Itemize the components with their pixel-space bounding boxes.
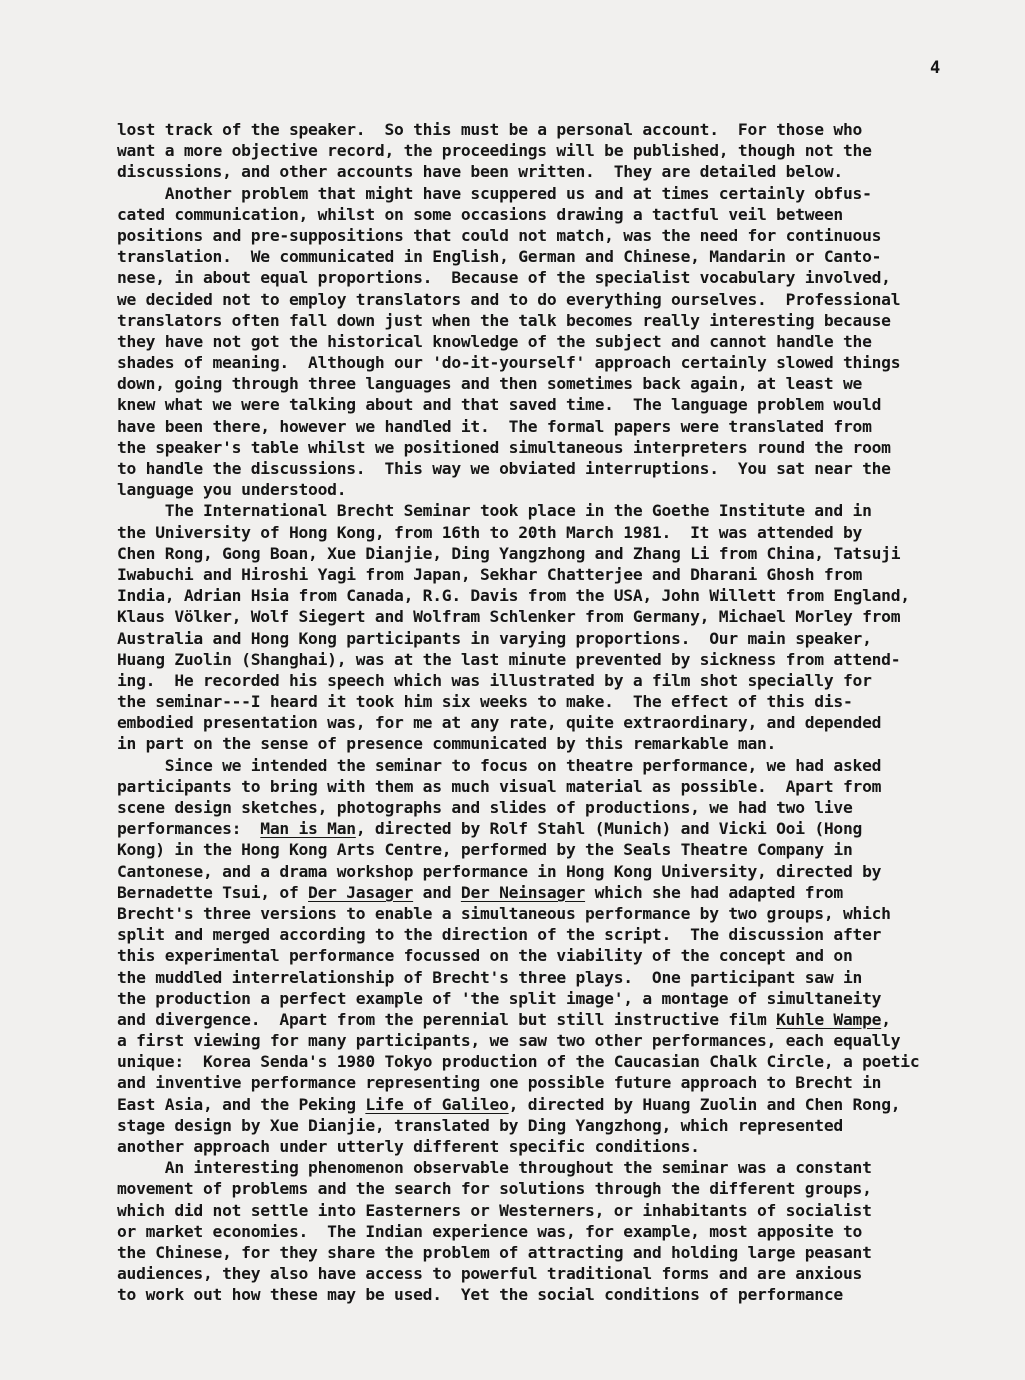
text-line [117, 373, 1012, 394]
text-segment: movement of problems and the search for solutions through the different groups, [117, 1179, 872, 1199]
text-line [117, 1009, 1012, 1030]
text-segment: participants to bring with them as much visual material as possible. Apart from [117, 776, 882, 796]
text-segment: positions and pre-suppositions that could not match, was the need for continuous [117, 225, 882, 245]
text-segment: have been there, however we handled it. The formal papers were translated from [117, 416, 872, 436]
text-segment: and [413, 882, 461, 902]
text-segment: scene design sketches, photographs and slides of productions, we had two live [117, 798, 853, 817]
text-line [117, 183, 1012, 204]
text-line [117, 1242, 1012, 1263]
text-segment: performances: [117, 819, 261, 839]
text-line [117, 733, 1012, 754]
text-line [117, 839, 1012, 860]
text-segment: Bernadette Tsui, of [117, 882, 309, 902]
text-segment: to handle the discussions. This way we obviated interruptions. You sat near the [117, 459, 891, 478]
text-segment: which did not settle into Easterners or Westerners, or inhabitants of socialist [117, 1200, 872, 1220]
text-line [117, 1178, 1012, 1199]
text-segment: unique: Korea Senda's 1980 Tokyo production of the Caucasian Chalk Circle, a poetic [117, 1052, 920, 1072]
text-line [117, 352, 1012, 373]
text-line [117, 1284, 1012, 1305]
text-segment: they have not got the historical knowledge of the subject and cannot handle the [117, 331, 872, 351]
text-line [117, 712, 1012, 733]
text-segment: audiences, they also have access to powerful traditional forms and are anxious [117, 1264, 863, 1284]
text-line [117, 289, 1012, 310]
text-segment: Another problem that might have scuppered us and at times certainly obfus- [117, 183, 872, 203]
text-segment: Huang Zuolin (Shanghai), was at the last minute prevented by sickness from attend- [117, 649, 901, 669]
text-segment: Cantonese, and a drama workshop performance in Hong Kong University, directed by [117, 861, 882, 881]
text-segment: which she had adapted from [585, 882, 843, 902]
text-segment: Klaus Völker, Wolf Siegert and Wolfram Schlenker from Germany, Michael Morley from [117, 607, 901, 627]
text-line [117, 1094, 1012, 1115]
text-line [117, 331, 1012, 352]
text-line [117, 1200, 1012, 1221]
text-segment: Since we intended the seminar to focus on theatre performance, we had asked [117, 755, 882, 775]
text-segment: knew what we were talking about and that saved time. The language problem would [117, 395, 882, 415]
text-segment: Iwabuchi and Hiroshi Yagi from Japan, Sekhar Chatterjee and Dharani Ghosh from [117, 564, 863, 584]
text-segment: the Chinese, for they share the problem of attracting and holding large peasant [117, 1242, 872, 1262]
underlined-title: Man is Man [260, 819, 356, 839]
text-line [117, 755, 1012, 776]
text-line [117, 564, 1012, 585]
text-segment: embodied presentation was, for me at any rate, quite extraordinary, and depended [117, 713, 882, 733]
text-line [117, 500, 1012, 521]
text-segment: in part on the sense of presence communicated by this remarkable man. [117, 734, 777, 754]
text-segment: , directed by Huang Zuolin and Chen Rong, [508, 1094, 901, 1114]
text-line [117, 140, 1012, 161]
text-line [117, 161, 1012, 182]
text-line [117, 394, 1012, 415]
text-segment: lost track of the speaker. So this must be a personal account. For those who [117, 120, 863, 139]
text-line [117, 225, 1012, 246]
text-segment: split and merged according to the direction of the script. The discussion after [117, 925, 882, 945]
text-line [117, 119, 1012, 140]
text-segment: , directed by Rolf Stahl (Munich) and Vicki Ooi (Hong [355, 819, 863, 839]
text-line [117, 416, 1012, 437]
text-line [117, 1221, 1012, 1242]
text-line [117, 649, 1012, 670]
underlined-title: Life of Galileo [365, 1094, 509, 1114]
text-segment: stage design by Xue Dianjie, translated by Ding Yangzhong, which represented [117, 1115, 843, 1135]
text-line [117, 204, 1012, 225]
text-line [117, 1030, 1012, 1051]
text-line [117, 606, 1012, 627]
text-segment: to work out how these may be used. Yet the social conditions of performance [117, 1285, 843, 1305]
text-segment: the speaker's table whilst we positioned simultaneous interpreters round the room [117, 437, 891, 457]
text-line [117, 246, 1012, 267]
text-line [117, 967, 1012, 988]
text-segment: India, Adrian Hsia from Canada, R.G. Davis from the USA, John Willett from England, [117, 586, 910, 606]
text-segment: Chen Rong, Gong Boan, Xue Dianjie, Ding Yangzhong and Zhang Li from China, Tatsuji [117, 543, 901, 563]
text-segment: the muddled interrelationship of Brecht's three plays. One participant saw in [117, 967, 863, 987]
text-line [117, 1072, 1012, 1093]
text-line [117, 691, 1012, 712]
text-line [117, 585, 1012, 606]
text-segment: Kong) in the Hong Kong Arts Centre, performed by the Seals Theatre Company in [117, 840, 853, 860]
text-segment: or market economies. The Indian experience was, for example, most apposite to [117, 1221, 863, 1241]
text-segment: a first viewing for many participants, we saw two other performances, each equally [117, 1031, 901, 1051]
page-number: 4 [930, 58, 941, 78]
text-line [117, 628, 1012, 649]
text-line [117, 776, 1012, 797]
text-segment: nese, in about equal proportions. Because of the specialist vocabulary involved, [117, 268, 891, 288]
text-segment: ing. He recorded his speech which was illustrated by a film shot specially for [117, 670, 872, 690]
text-segment: The International Brecht Seminar took place in the Goethe Institute and in [117, 501, 872, 521]
text-line [117, 882, 1012, 903]
text-segment: this experimental performance focussed on the viability of the concept and on [117, 946, 853, 966]
text-segment: the production a perfect example of 'the split image', a montage of simultaneity [117, 988, 882, 1008]
text-segment: translation. We communicated in English, German and Chinese, Mandarin or Canto- [117, 247, 882, 267]
text-line [117, 267, 1012, 288]
text-line [117, 903, 1012, 924]
text-line [117, 543, 1012, 564]
underlined-title: Der Neinsager [460, 882, 586, 902]
text-line [117, 437, 1012, 458]
text-segment: the University of Hong Kong, from 16th to 20th March 1981. It was attended by [117, 522, 863, 542]
text-segment: cated communication, whilst on some occasions drawing a tactful veil between [117, 204, 843, 224]
text-segment: language you understood. [117, 480, 347, 500]
underlined-title: Kuhle Wampe [776, 1009, 882, 1029]
text-segment: we decided not to employ translators and to do everything ourselves. Professional [117, 289, 901, 309]
text-segment: another approach under utterly different specific conditions. [117, 1137, 700, 1156]
text-line [117, 458, 1012, 479]
text-line [117, 861, 1012, 882]
text-line [117, 522, 1012, 543]
text-segment: An interesting phenomenon observable throughout the seminar was a constant [117, 1158, 872, 1178]
body-text [117, 119, 1012, 1306]
text-segment: down, going through three languages and then sometimes back again, at least we [117, 374, 863, 394]
text-line [117, 310, 1012, 331]
text-segment: want a more objective record, the proceedings will be published, though not the [117, 141, 872, 161]
text-segment: and divergence. Apart from the perennial but still instructive film [117, 1009, 777, 1029]
text-line [117, 818, 1012, 839]
text-line [117, 945, 1012, 966]
text-line [117, 1051, 1012, 1072]
text-line [117, 1157, 1012, 1178]
text-segment: translators often fall down just when the talk becomes really interesting because [117, 310, 891, 330]
text-line [117, 988, 1012, 1009]
text-segment: Australia and Hong Kong participants in varying proportions. Our main speaker, [117, 628, 872, 648]
text-line [117, 924, 1012, 945]
text-segment: shades of meaning. Although our 'do-it-yourself' approach certainly slowed things [117, 353, 901, 373]
text-segment: and inventive performance representing one possible future approach to Brecht in [117, 1073, 882, 1093]
text-line [117, 1136, 1012, 1157]
text-segment: discussions, and other accounts have been written. They are detailed below. [117, 162, 843, 182]
text-segment: East Asia, and the Peking [117, 1094, 366, 1114]
underlined-title: Der Jasager [308, 882, 414, 902]
text-segment: , [881, 1009, 891, 1029]
text-line [117, 797, 1012, 818]
text-line [117, 1115, 1012, 1136]
text-line [117, 479, 1012, 500]
text-segment: Brecht's three versions to enable a simultaneous performance by two groups, which [117, 903, 891, 923]
text-line [117, 670, 1012, 691]
text-line [117, 1263, 1012, 1284]
text-segment: the seminar---I heard it took him six weeks to make. The effect of this dis- [117, 692, 853, 712]
